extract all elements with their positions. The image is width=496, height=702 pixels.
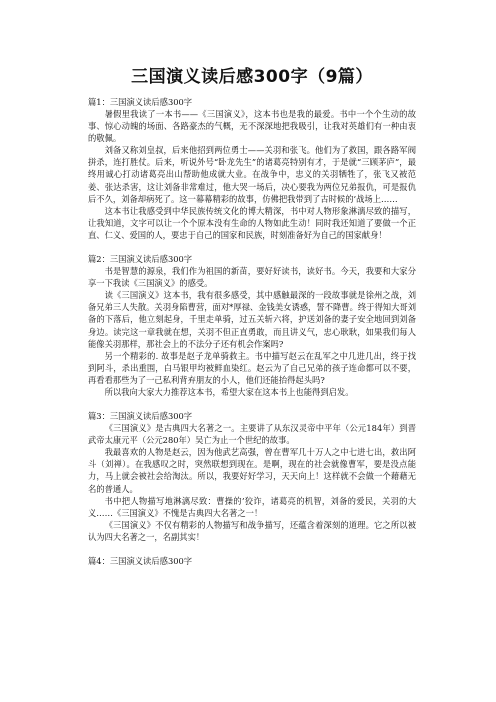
section-spacer bbox=[88, 241, 416, 253]
section-heading: 篇4：三国演义读后感300字 bbox=[88, 556, 193, 566]
paragraph: 刘备又称刘皇叔，后来他招到两位勇士——关羽和张飞。他们为了救国，跟各路军阀拼杀，连打胜仗。后来，听说外号“卧龙先生”的诸葛亮特别有才，于是就“三顾茅庐”，最终用诚心打动诸葛亮出山帮助他成就大业。在战争中，忠义的关羽牺牲了，张飞又被范姜、张达杀害，这让刘备非常难过，他大哭一场后，决心要我为两位兄弟报仇，可是报仇后不久，刘备却病死了。这一幕幕精彩的故事，仿佛把我带到了古时候的’战场上…… bbox=[88, 145, 416, 204]
paragraph: 暑假里我读了一本书——《三国演义》，这本书也是我的最爱。书中一个个生动的故事、惊心动魄的场面、各路豪杰的气概，无不深深地把我吸引，让我对英雄们有一种由衷的敬佩。 bbox=[88, 109, 416, 144]
document-page bbox=[88, 62, 416, 567]
section-3 bbox=[88, 410, 416, 543]
section-2 bbox=[88, 253, 416, 398]
section-1 bbox=[88, 96, 416, 241]
paragraph: 《三国演义》不仅有精彩的人物描写和战争描写，还蕴含着深刻的道理。它之所以被认为四大名著之一，名副其实！ bbox=[88, 519, 416, 542]
paragraph: 另一个精彩的. 故事是赵子龙单骑救主。书中描写赵云在乱军之中几进几出，终于找到阿斗，杀出重围，白马银甲均被鲜血染红。赵云为了自己兄弟的孩子连命都可以不要，再看看那些为了一己私利背弃朋友的小人，他们还能抬得起头吗? bbox=[88, 350, 416, 385]
paragraph: 《三国演义》是古典四大名著之一。主要讲了从东汉灵帝中平年（公元184年）到晋武帝太康元平（公元280年）吴亡为止一个世纪的故事。 bbox=[88, 423, 416, 446]
paragraph: 所以我向大家大力推荐这本书，希望大家在这本书上也能得到启发。 bbox=[104, 386, 354, 397]
section-spacer bbox=[88, 398, 416, 410]
paragraph: 读《三国演义》这本书，我有很多感受，其中感触最深的一段故事就是徐州之战，刘备兄弟三人失散。关羽身陷曹营，面对*厚禄、金钱美女诱惑，誓不降曹。终于得知大哥刘备的下落后，他立刻起身，千里走单骑，过五关斩六将，护送刘备的妻子安全地回到刘备身边。读完这一章我就在想，关羽不但正直勇敢，而且讲义气，忠心耿耿，如果我们每人能像关羽那样，那社会上的不法分子还有机会作案吗? bbox=[88, 290, 416, 349]
paragraph: 这本书让我感受到中华民族传统文化的博大精深，书中对人物形象淋漓尽致的描写，让我知道，文字可以让一个个原本没有生命的人物如此生动！同时我还知道了要做一个正直、仁义、爱国的人，要忠于自己的国家和民族，时刻准备好为自己的国家献身！ bbox=[88, 205, 416, 240]
document-title: 三国演义读后感300字（9篇） bbox=[131, 67, 373, 87]
paragraph: 书是智慧的源泉，我们作为祖国的新苗，要好好读书，读好书。今天，我要和大家分享一下我读《三国演义》的感受。 bbox=[88, 266, 416, 289]
paragraph: 书中把人物描写地淋漓尽致：曹操的’狡诈，诸葛亮的机智，刘备的爱民，关羽的大义……《三国演义》不愧是古典四大名著之一！ bbox=[88, 495, 416, 518]
section-spacer bbox=[88, 543, 416, 555]
section-heading: 篇1：三国演义读后感300字 bbox=[88, 97, 193, 107]
section-heading: 篇2：三国演义读后感300字 bbox=[88, 254, 193, 265]
section-4 bbox=[88, 555, 416, 567]
section-heading: 篇3：三国演义读后感300字 bbox=[88, 411, 193, 422]
paragraph: 我最喜欢的人物是赵云，因为他武艺高强，曾在曹军几十万人之中七进七出，救出阿斗（刘禅）。在我感叹之时，突然联想到现在。是啊，现在的社会就像曹军，要是没点能力，马上就会被社会给淘汰。所以，我要好好学习，天天向上！这样就不会做一个藉藉无名的普通人。 bbox=[88, 447, 416, 494]
